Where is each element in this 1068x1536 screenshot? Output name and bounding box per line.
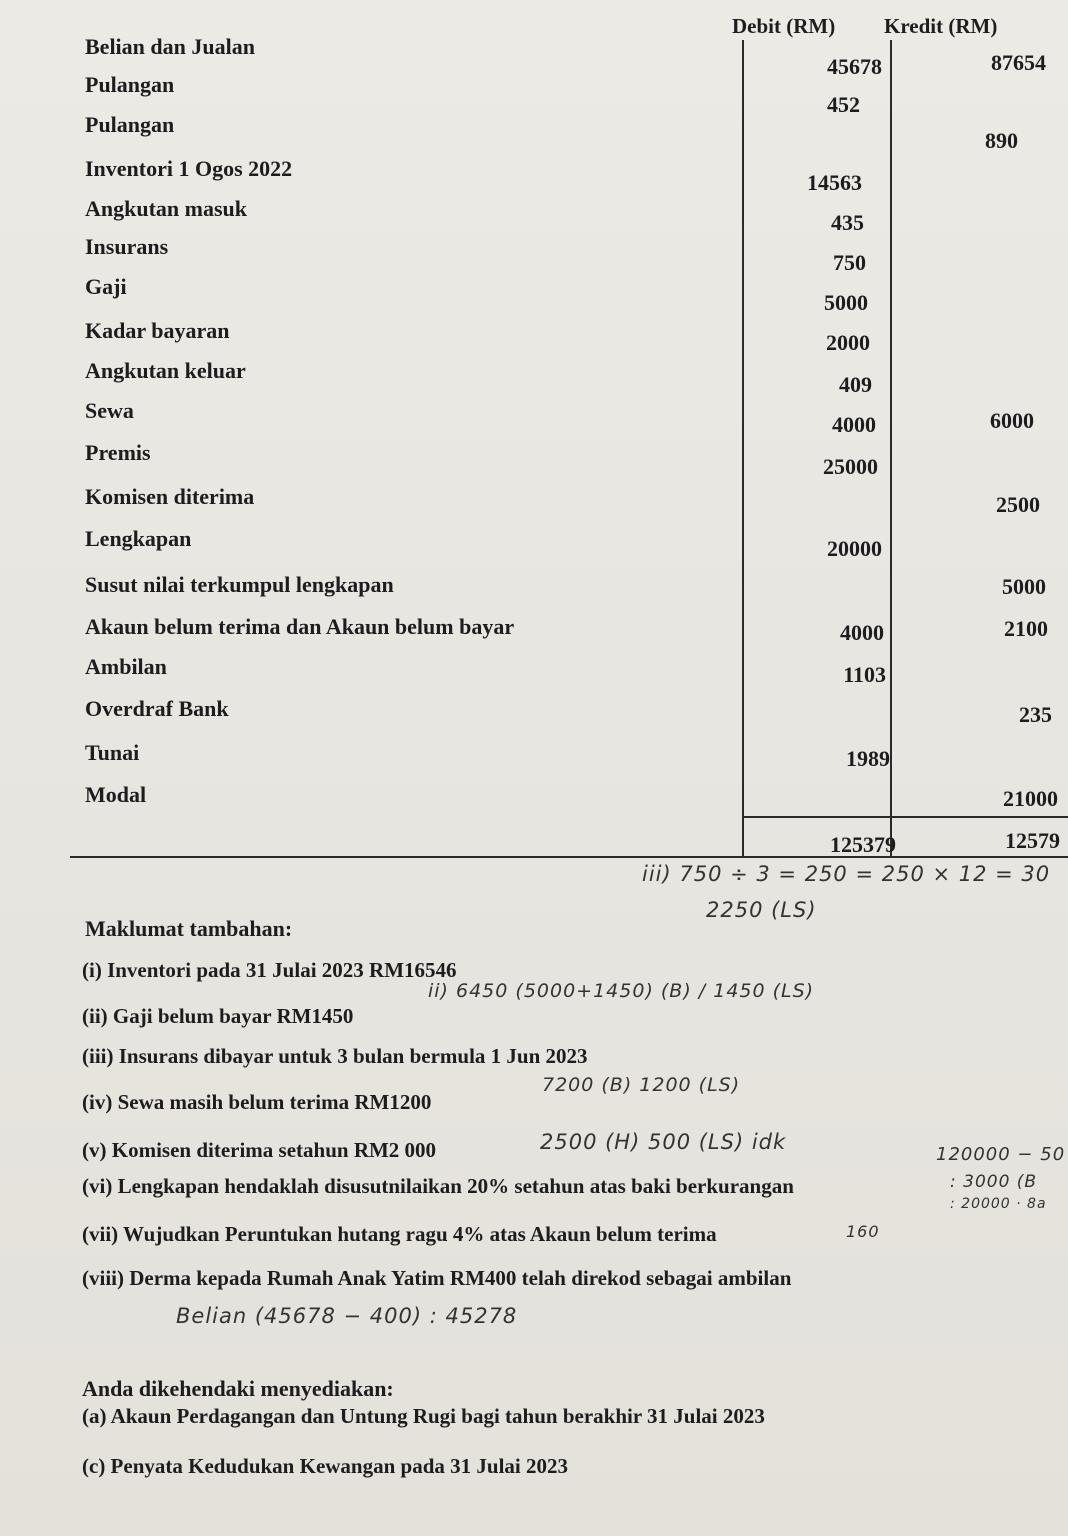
debit-left-rule [742, 40, 744, 856]
note-item: (vii) Wujudkan Peruntukan hutang ragu 4% atas Akaun belum terima [82, 1222, 717, 1246]
row-credit: 21000 [1003, 786, 1058, 811]
row-debit: 750 [833, 250, 866, 275]
row-credit: 87654 [991, 50, 1046, 75]
handwritten-note: 2500 (H) 500 (LS) idk [540, 1130, 787, 1154]
row-label: Inventori 1 Ogos 2022 [85, 156, 293, 181]
note-item: (iii) Insurans dibayar untuk 3 bulan bermula 1 Jun 2023 [82, 1044, 588, 1068]
total-top-rule [742, 816, 1068, 818]
row-debit: 409 [839, 372, 872, 397]
row-debit: 2000 [826, 330, 870, 355]
total-credit: 12579 [1005, 828, 1060, 853]
task-item: (a) Akaun Perdagangan dan Untung Rugi bagi tahun berakhir 31 Julai 2023 [82, 1404, 765, 1428]
row-debit: 1989 [846, 746, 890, 771]
row-label: Overdraf Bank [85, 696, 229, 721]
handwritten-note: ii) 6450 (5000+1450) (B) / 1450 (LS) [428, 980, 815, 1002]
row-label: Akaun belum terima dan Akaun belum bayar [85, 614, 515, 639]
row-label: Angkutan keluar [85, 358, 246, 383]
row-debit: 5000 [824, 290, 868, 315]
row-credit: 890 [985, 128, 1018, 153]
handwritten-note: 160 [846, 1222, 880, 1241]
row-label: Angkutan masuk [85, 196, 248, 221]
row-label: Kadar bayaran [85, 318, 230, 343]
row-label: Premis [85, 440, 151, 465]
row-label: Gaji [85, 274, 127, 299]
row-debit: 25000 [823, 454, 878, 479]
handwritten-note: : 3000 (B [950, 1172, 1038, 1192]
row-label: Lengkapan [85, 526, 192, 551]
row-debit: 452 [827, 92, 860, 117]
handwritten-note: 7200 (B) 1200 (LS) [542, 1074, 741, 1096]
task-item: (c) Penyata Kedudukan Kewangan pada 31 Julai 2023 [82, 1454, 568, 1478]
row-debit: 435 [831, 210, 864, 235]
row-label: Susut nilai terkumpul lengkapan [85, 572, 394, 597]
row-credit: 5000 [1002, 574, 1046, 599]
row-credit: 235 [1019, 702, 1052, 727]
row-credit: 2500 [996, 492, 1040, 517]
debit-credit-divider [890, 40, 892, 856]
row-label: Sewa [85, 398, 134, 423]
handwritten-note: iii) 750 ÷ 3 = 250 = 250 × 12 = 30 [642, 862, 1051, 886]
debit-column-header: Debit (RM) [732, 14, 836, 38]
row-debit: 4000 [832, 412, 876, 437]
row-label: Komisen diterima [85, 484, 255, 509]
note-item: (iv) Sewa masih belum terima RM1200 [82, 1090, 432, 1114]
note-item: (i) Inventori pada 31 Julai 2023 RM16546 [82, 958, 457, 982]
row-label: Modal [85, 782, 147, 807]
row-label: Pulangan [85, 112, 175, 137]
row-label: Belian dan Jualan [85, 34, 255, 59]
row-debit: 45678 [827, 54, 882, 79]
note-item: (viii) Derma kepada Rumah Anak Yatim RM400 telah direkod sebagai ambilan [82, 1266, 792, 1290]
handwritten-note: 120000 − 50 [936, 1144, 1066, 1165]
anda-title: Anda dikehendaki menyediakan: [82, 1376, 394, 1401]
handwritten-note: Belian (45678 − 400) : 45278 [176, 1304, 518, 1328]
row-label: Ambilan [85, 654, 167, 679]
note-item: (ii) Gaji belum bayar RM1450 [82, 1004, 354, 1028]
row-label: Tunai [85, 740, 140, 765]
row-debit: 20000 [827, 536, 882, 561]
note-item: (vi) Lengkapan hendaklah disusutnilaikan 20% setahun atas baki berkurangan [82, 1174, 794, 1198]
total-debit: 125379 [830, 832, 896, 857]
row-credit: 2100 [1004, 616, 1048, 641]
handwritten-note: 2250 (LS) [706, 898, 817, 922]
credit-column-header: Kredit (RM) [884, 14, 998, 38]
row-debit: 14563 [807, 170, 862, 195]
maklumat-title: Maklumat tambahan: [85, 916, 293, 941]
note-item: (v) Komisen diterima setahun RM2 000 [82, 1138, 437, 1162]
row-credit: 6000 [990, 408, 1034, 433]
handwritten-note: : 20000 · 8a [950, 1196, 1047, 1212]
row-debit: 1103 [843, 662, 886, 687]
table-bottom-rule [70, 856, 1068, 858]
row-debit: 4000 [840, 620, 884, 645]
row-label: Pulangan [85, 72, 175, 97]
row-label: Insurans [85, 234, 169, 259]
